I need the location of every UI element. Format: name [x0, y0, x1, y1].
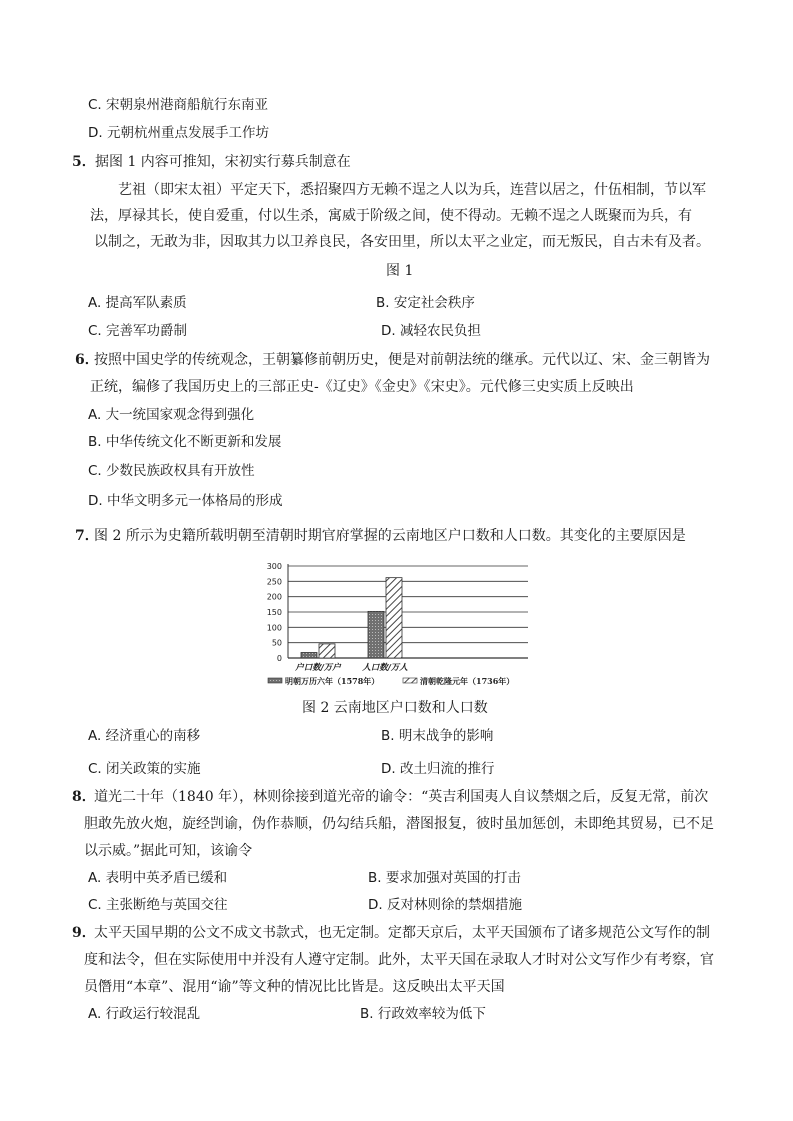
- question-stem: 图 2 所示为史籍所载明朝至清朝时期官府掌握的云南地区户口数和人口数。其变化的主要原因是: [94, 528, 686, 544]
- quote-line: 以制之，无敢为非，因取其力以卫养良民，各安田里，所以太平之业定，而无叛民，自古未有及者。: [94, 234, 710, 250]
- question-number: 9．: [72, 925, 96, 941]
- option-b[interactable]: B. 安定社会秩序: [376, 295, 475, 311]
- y-tick-label: 150: [266, 608, 282, 617]
- option-c[interactable]: C. 完善军功爵制: [88, 323, 188, 339]
- y-tick-label: 50: [271, 638, 282, 648]
- option-d[interactable]: D. 反对林则徐的禁烟措施: [368, 897, 522, 913]
- question-stem: 胆敢先放火炮，旋经剀谕，伪作恭顺，仍勾结兵船，潜图报复，彼时虽加惩创，未即绝其贸易，已不足: [84, 816, 714, 832]
- x-tick-label: 人口数/万人: [362, 663, 408, 673]
- bar-qing-households: [319, 644, 335, 658]
- option-d[interactable]: D. 中华文明多元一体格局的形成: [88, 493, 283, 509]
- legend-swatch: [268, 678, 282, 683]
- y-tick-label: 300: [266, 562, 282, 571]
- y-tick-label: 200: [266, 592, 282, 602]
- option-c[interactable]: C. 闭关政策的实施: [88, 761, 201, 777]
- question-number: 7．: [75, 528, 99, 544]
- question-number: 8．: [72, 789, 96, 805]
- bar-ming-households: [301, 652, 317, 658]
- question-number: 6．: [75, 352, 99, 368]
- question-stem: 道光二十年（1840 年），林则徐接到道光帝的谕令：“英吉利国夷人自议禁烟之后，反复无常，前次: [94, 789, 709, 805]
- option-a[interactable]: A. 大一统国家观念得到强化: [88, 407, 255, 423]
- option-a[interactable]: A. 表明中英矛盾已缓和: [88, 870, 228, 886]
- y-tick-label: 100: [266, 623, 282, 633]
- question-stem: 按照中国史学的传统观念，王朝纂修前朝历史，便是对前朝法统的继承。元代以辽、宋、金三朝皆为: [94, 352, 710, 368]
- option-a[interactable]: A. 经济重心的南移: [88, 728, 201, 744]
- option-d[interactable]: D. 减轻农民负担: [381, 323, 481, 339]
- question-stem: 员僭用“本章”、混用“谕”等文种的情况比比皆是。这反映出太平天国: [84, 979, 505, 995]
- question-stem: 太平天国早期的公文不成文书款式，也无定制。定都天京后，太平天国颁布了诸多规范公文写作的制: [94, 925, 710, 941]
- figure-caption: 图 2 云南地区户口数和人口数: [302, 700, 488, 716]
- option-a[interactable]: A. 行政运行较混乱: [88, 1006, 201, 1022]
- option-b[interactable]: B. 要求加强对英国的打击: [368, 870, 521, 886]
- quote-line: 法，厚禄其长，使自爱重，付以生杀，寓威于阶级之间，使不得动。无赖不逞之人既聚而为兵，有: [90, 208, 692, 224]
- option-b[interactable]: B. 中华传统文化不断更新和发展: [88, 434, 282, 450]
- bar-ming-population: [368, 611, 384, 658]
- figure-caption: 图 1: [386, 263, 414, 279]
- option-a[interactable]: A. 提高军队素质: [88, 295, 187, 311]
- option-c[interactable]: C. 宋朝泉州港商船航行东南亚: [88, 97, 269, 113]
- bar-qing-population: [386, 578, 402, 658]
- question-number: 5．: [72, 154, 96, 170]
- question-stem: 以示威。”据此可知，该谕令: [84, 843, 253, 859]
- quote-line: 艺祖（即宋太祖）平定天下，悉招聚四方无赖不逞之人以为兵，连营以居之，什伍相制，节以军: [118, 182, 706, 198]
- legend-label: 明朝万历六年（1578年）: [285, 676, 380, 686]
- question-stem: 度和法令，但在实际使用中并没有人遵守定制。此外，太平天国在录取人才时对公文写作少有考察，官: [84, 952, 714, 968]
- option-c[interactable]: C. 主张断绝与英国交往: [88, 897, 228, 913]
- question-stem: 据图 1 内容可推知，宋初实行募兵制意在: [95, 154, 351, 170]
- legend-swatch: [403, 678, 417, 683]
- option-d[interactable]: D. 元朝杭州重点发展手工作坊: [88, 125, 269, 141]
- legend-label: 清朝乾隆元年（1736年）: [420, 676, 515, 686]
- y-tick-label: 250: [266, 577, 282, 587]
- question-stem: 正统，编修了我国历史上的三部正史-《辽史》《金史》《宋史》。元代修三史实质上反映出: [90, 379, 634, 395]
- y-tick-label: 0: [276, 654, 282, 663]
- option-c[interactable]: C. 少数民族政权具有开放性: [88, 463, 255, 479]
- option-d[interactable]: D. 改土归流的推行: [381, 761, 495, 777]
- bar-chart: [258, 560, 538, 692]
- option-b[interactable]: B. 行政效率较为低下: [360, 1006, 486, 1022]
- option-b[interactable]: B. 明末战争的影响: [381, 728, 494, 744]
- x-tick-label: 户口数/万户: [295, 663, 341, 673]
